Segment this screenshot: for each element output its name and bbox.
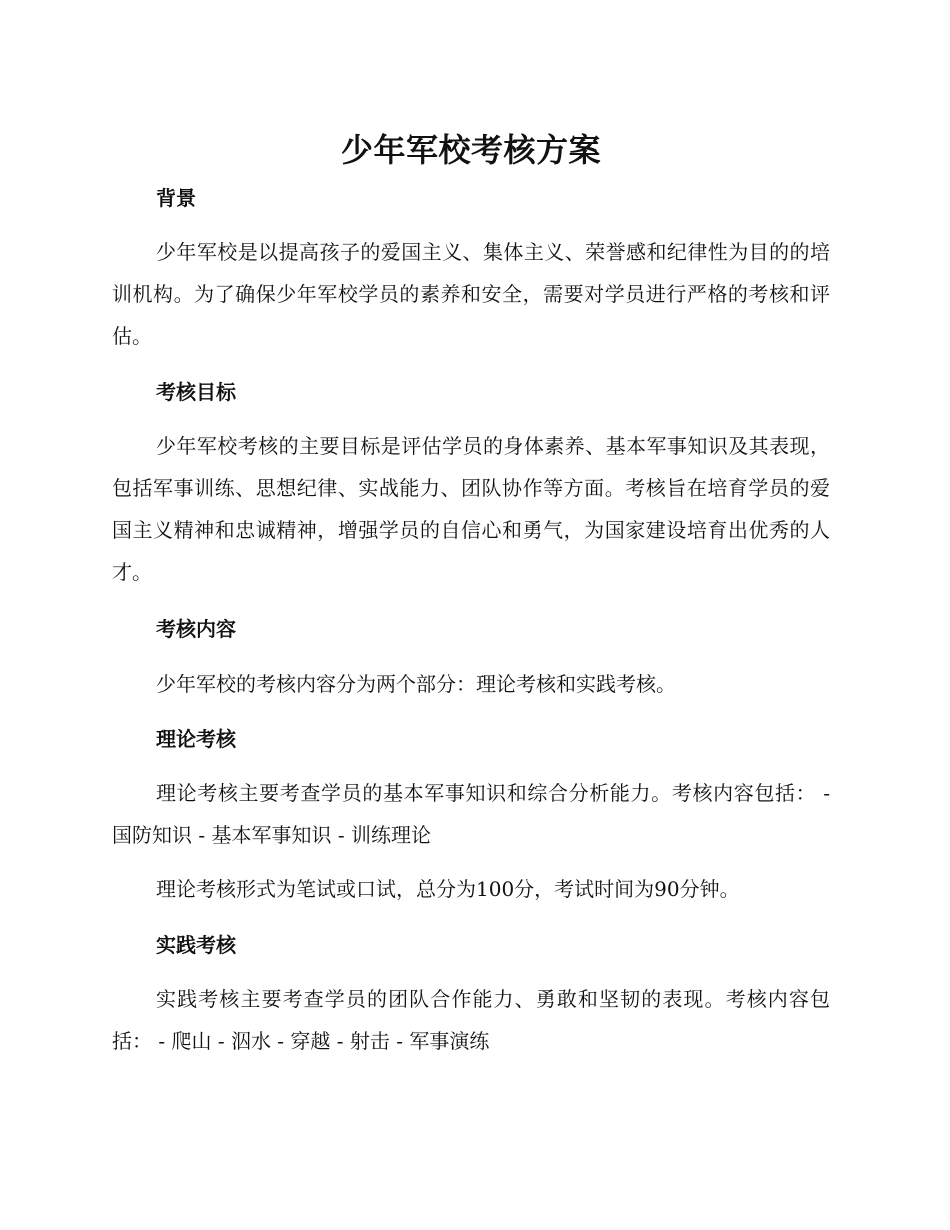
- section-paragraph-practice-items: 实践考核主要考查学员的团队合作能力、勇敢和坚韧的表现。考核内容包括： - 爬山 - 泅水 - 穿越 - 射击 - 军事演练: [112, 987, 830, 1053]
- section-paragraph-goals: 少年军校考核的主要目标是评估学员的身体素养、基本军事知识及其表现，包括军事训练、思想纪律、实战能力、团队协作等方面。考核旨在培育学员的爱国主义精神和忠诚精神，增强学员的自信心和勇气，为国家建设培育出优秀的人才。: [112, 434, 830, 584]
- section-heading-background: 背景: [156, 186, 196, 210]
- section-paragraph-background: 少年军校是以提高孩子的爱国主义、集体主义、荣誉感和纪律性为目的的培训机构。为了确保少年军校学员的素养和安全，需要对学员进行严格的考核和评估。: [112, 240, 830, 348]
- section-heading-content: 考核内容: [156, 617, 236, 641]
- section-paragraph-theory-items: 理论考核主要考查学员的基本军事知识和综合分析能力。考核内容包括： - 国防知识 - 基本军事知识 - 训练理论: [112, 781, 830, 847]
- section-heading-theory: 理论考核: [156, 727, 236, 751]
- section-paragraph-content: 少年军校的考核内容分为两个部分：理论考核和实践考核。: [156, 672, 676, 696]
- section-paragraph-theory-format: 理论考核形式为笔试或口试，总分为100分，考试时间为90分钟。: [156, 877, 740, 901]
- document-title: 少年军校考核方案: [340, 131, 601, 169]
- section-heading-practice: 实践考核: [156, 933, 236, 957]
- section-heading-goals: 考核目标: [156, 380, 236, 404]
